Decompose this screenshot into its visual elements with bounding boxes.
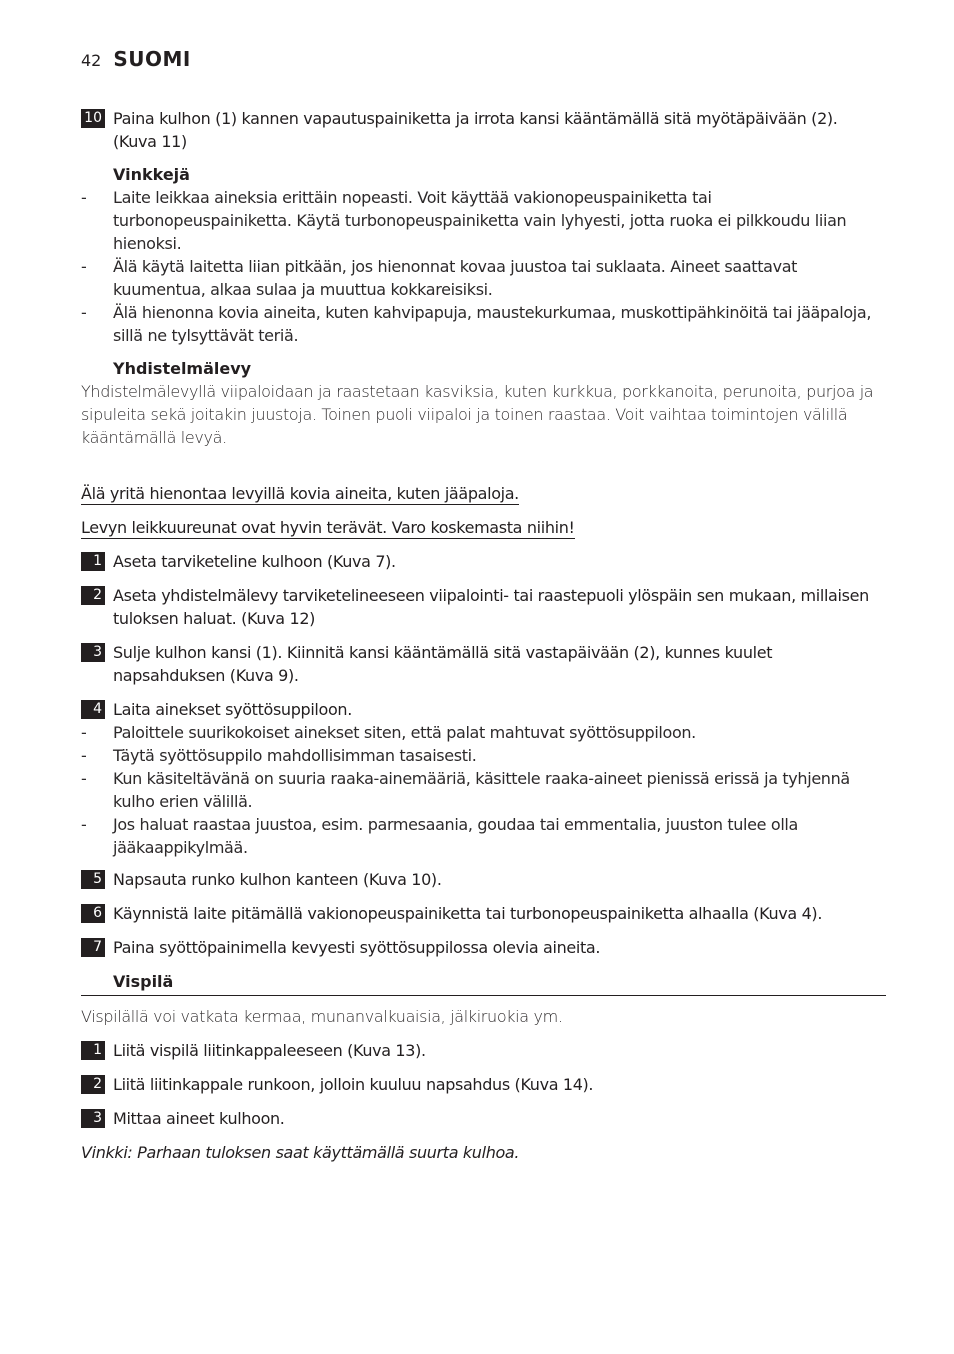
tip-text: Vinkki: Parhaan tuloksen saat käyttämällä suurta kulhoa. — [81, 1143, 520, 1162]
step-number: 4 — [81, 700, 105, 719]
step-number: 3 — [81, 643, 105, 662]
warning-text: Levyn leikkuureunat ovat hyvin terävät. Varo koskemasta niihin! — [81, 518, 575, 537]
step-text: Liitä liitinkappale runkoon, jolloin kuuluu napsahdus (Kuva 14). — [113, 1075, 594, 1094]
step-number: 1 — [81, 552, 105, 571]
step-text: Aseta tarviketeline kulhoon (Kuva 7). — [113, 552, 396, 571]
list-item: - Älä hienonna kovia aineita, kuten kahvipapuja, maustekurkumaa, muskottipähkinöitä tai jääpaloja, sillä ne tylsyttävät teriä. — [81, 303, 872, 345]
page-number: 42 — [81, 51, 102, 70]
step-text: Mittaa aineet kulhoon. — [113, 1109, 285, 1128]
warning-text: Älä yritä hienontaa levyillä kovia aineita, kuten jääpaloja. — [81, 484, 519, 503]
step-number: 2 — [81, 1075, 105, 1094]
whisk-heading: Vispilä — [113, 972, 174, 991]
list-item: - Täytä syöttösuppilo mahdollisimman tasaisesti. — [81, 746, 477, 765]
list-item: - Jos haluat raastaa juustoa, esim. parmesaania, goudaa tai emmentalia, juuston tulee olla jääkaappikylmää. — [81, 815, 798, 857]
step-text: Laita ainekset syöttösuppiloon. — [113, 700, 352, 719]
step-text: Napsauta runko kulhon kanteen (Kuva 10). — [113, 870, 442, 889]
step-number: 1 — [81, 1041, 105, 1060]
list-item: - Älä käytä laitetta liian pitkään, jos hienonnat kovaa juustoa tai suklaata. Aineet saattavat kuumentua, alkaa sulaa ja muuttua kokkareisiksi. — [81, 257, 798, 299]
page-header — [81, 47, 191, 71]
step-text: Käynnistä laite pitämällä vakionopeuspainiketta tai turbonopeuspainiketta alhaalla (Kuva 4). — [113, 904, 823, 923]
step-number: 5 — [81, 870, 105, 889]
section-divider — [81, 995, 886, 996]
whisk-intro: Vispilällä voi vatkata kermaa, munanvalkuaisia, jälkiruokia ym. — [81, 1007, 563, 1026]
step-number: 10 — [81, 109, 105, 128]
step-text: Paina syöttöpainimella kevyesti syöttösuppilossa olevia aineita. — [113, 938, 601, 957]
disc-heading: Yhdistelmälevy — [113, 359, 252, 378]
step-text: Sulje kulhon kansi (1). Kiinnitä kansi kääntämällä sitä vastapäivään (2), kunnes kuulet napsahduksen (Kuva 9). — [113, 643, 773, 685]
list-item: - Paloittele suurikokoiset ainekset siten, että palat mahtuvat syöttösuppiloon. — [81, 723, 696, 742]
step-number: 3 — [81, 1109, 105, 1128]
tips-heading: Vinkkejä — [113, 165, 190, 184]
step-text: Aseta yhdistelmälevy tarviketelineeseen viipalointi- tai raastepuoli ylöspäin sen mukaan, millaisen tuloksen haluat. (Kuva 12) — [113, 586, 869, 628]
step-number: 7 — [81, 938, 105, 957]
language-heading: SUOMI — [113, 47, 191, 71]
step-number: 2 — [81, 586, 105, 605]
list-item: - Laite leikkaa aineksia erittäin nopeasti. Voit käyttää vakionopeuspainiketta tai turbonopeuspainiketta. Käytä turbonopeuspainiketta vain lyhyesti, jotta ruoka ei pilkkoudu liian hienoksi. — [81, 188, 847, 253]
step-number: 6 — [81, 904, 105, 923]
disc-intro: Yhdistelmälevyllä viipaloidaan ja raastetaan kasviksia, kuten kurkkua, porkkanoita, perunoita, purjoa ja sipuleita sekä joitakin juustoja. Toinen puoli viipaloi ja toinen raastaa. Voit vaihtaa toimintojen välillä kääntämällä levyä. — [81, 382, 874, 447]
step-text: Paina kulhon (1) kannen vapautuspainiketta ja irrota kansi kääntämällä sitä myötäpäivään (2). (Kuva 11) — [113, 109, 838, 151]
list-item: - Kun käsiteltävänä on suuria raaka-ainemääriä, käsittele raaka-aineet pienissä erissä ja tyhjennä kulho erien välillä. — [81, 769, 850, 811]
step-text: Liitä vispilä liitinkappaleeseen (Kuva 13). — [113, 1041, 426, 1060]
